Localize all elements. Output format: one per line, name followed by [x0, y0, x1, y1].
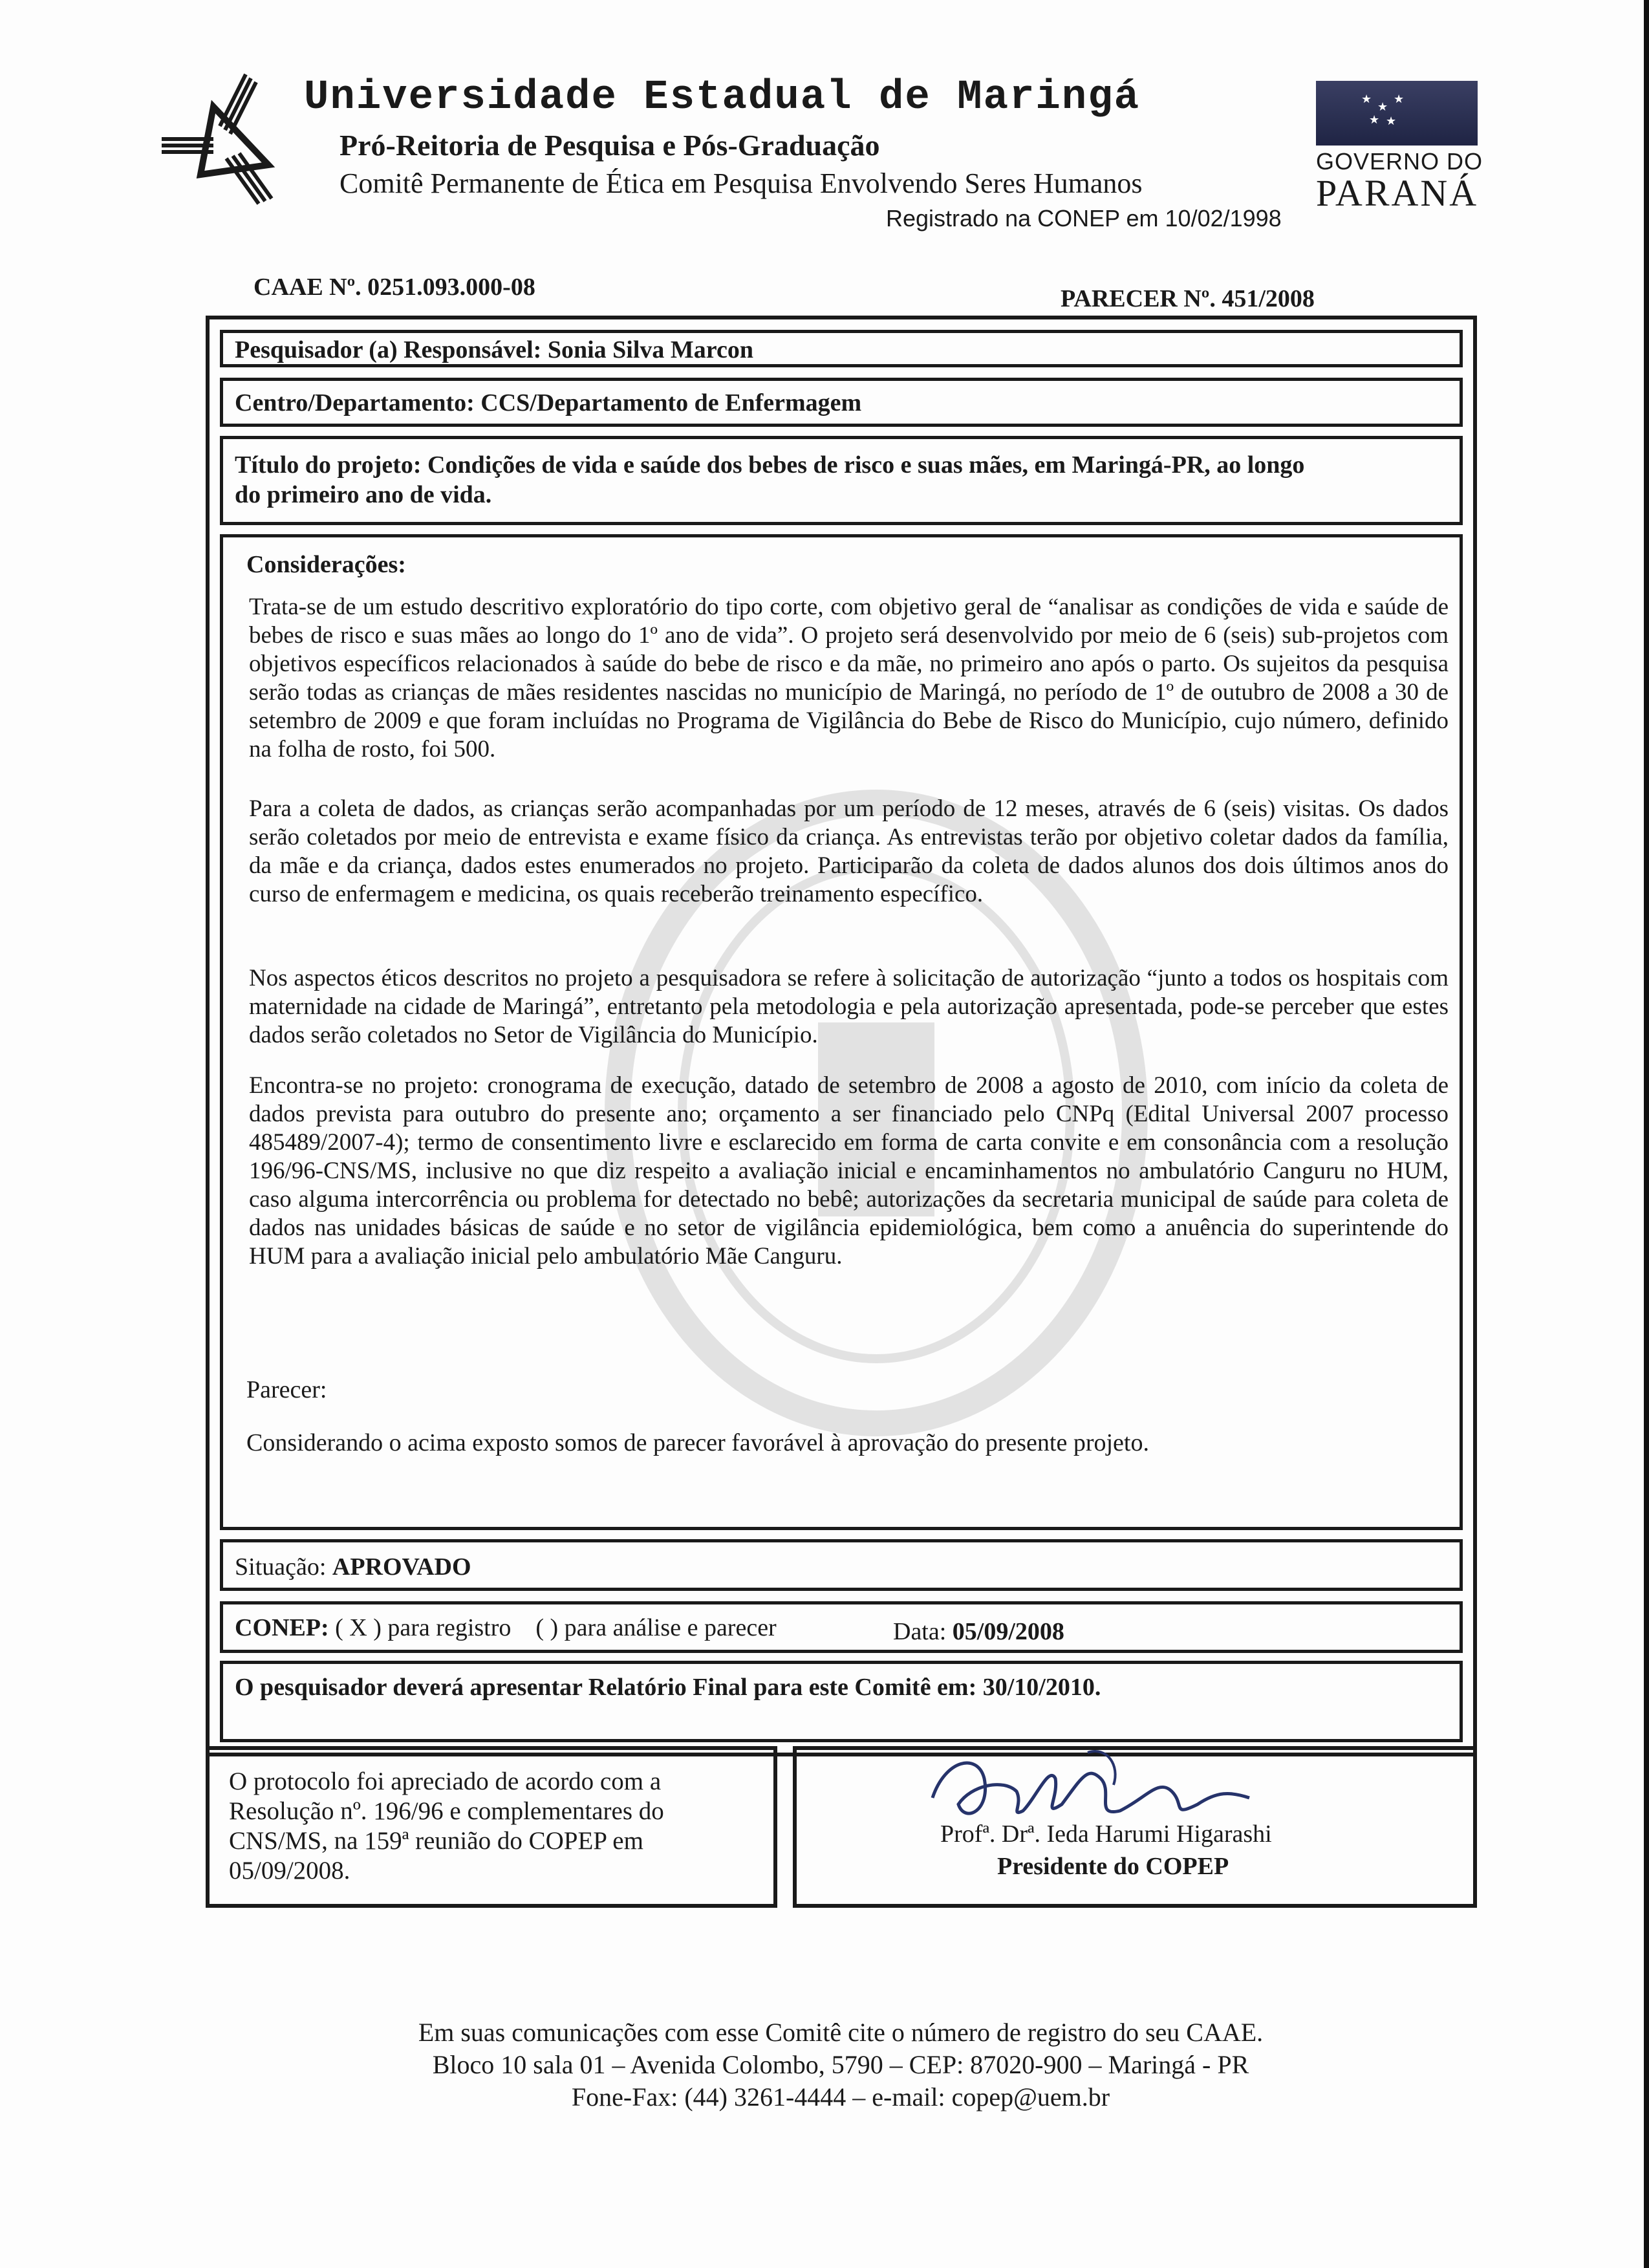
conep-option-analise: ( ) para análise e parecer [535, 1614, 777, 1641]
conep-date-label: Data: [893, 1618, 947, 1645]
paragraph-1: Trata-se de um estudo descritivo exploratório do tipo corte, com objetivo geral de “analisar as condições de vida e saúde de bebes de risco e suas mães ao longo do 1º ano de vida”. O projeto será desenvolvido por meio de 6 (seis) sub-projetos com objetivos específicos relacionados à saúde do bebe de risco e da mãe, no primeiro ano após o parto. Os sujeitos da pesquisa serão todas as crianças de mães residentes nascidas no município de Maringá, no período de 1º de outubro de 2008 a 30 de setembro de 2009 e que foram incluídas no Programa de Vigilância do Bebe de Risco do Município, cujo número, definido na folha de rosto, foi 500. [249, 594, 1449, 762]
footer [259, 2016, 1423, 2113]
project-title-line2: do primeiro ano de vida. [235, 481, 492, 508]
signature-box [793, 1746, 1477, 1908]
gov-line-2: PARANÁ [1316, 172, 1479, 214]
center-label: Centro/Departamento: [235, 389, 475, 416]
footer-line-1: Em suas comunicações com esse Comitê cite o número de registro do seu CAAE. [418, 2018, 1264, 2047]
scan-edge [1644, 0, 1649, 2268]
relatorio-row [220, 1661, 1463, 1742]
parecer-text: Considerando o acima exposto somos de parecer favorável à aprovação do presente projeto. [246, 1429, 1149, 1456]
gov-line-1: GOVERNO DO [1316, 148, 1483, 175]
researcher-label: Pesquisador (a) Responsável: [235, 336, 542, 363]
situacao-value: APROVADO [332, 1553, 471, 1581]
project-title-line1: Condições de vida e saúde dos bebes de risco e suas mães, em Maringá-PR, ao longo [427, 451, 1305, 479]
researcher-row [220, 330, 1463, 367]
conep-date-value: 05/09/2008 [952, 1618, 1064, 1645]
project-label: Título do projeto: [235, 451, 422, 479]
university-name: Universidade Estadual de Maringá [304, 74, 1140, 121]
paragraph-2: Para a coleta de dados, as crianças serão acompanhadas por um período de 12 meses, através de 6 (seis) visitas. Os dados serão coletados por meio de entrevista e exame físico da criança. As entrevistas terão por objetivo coletar dados da família, da mãe e da criança, dados estes enumerados no projeto. Participarão da coleta de dados alunos dos dois últimos anos do curso de enfermagem e medicina, os quais receberão treinamento específico. [249, 795, 1449, 907]
paragraph-4: Encontra-se no projeto: cronograma de execução, datado de setembro de 2008 a agosto de 2010, com início da coleta de dados prevista para outubro do presente ano; orçamento a ser financiado pelo CNPq (Edital Universal 2007 processo 485489/2007-4); termo de consentimento livre e esclarecido em forma de carta convite e em consonância com a resolução 196/96-CNS/MS, inclusive no que diz respeito a avaliação inicial e encaminhamentos no ambulatório Canguru no HUM, caso alguma intercorrência ou problema for detectado no bebê; autorizações da secretaria municipal de saúde para coleta de dados nas unidades básicas de saúde e no setor de vigilância epidemiológica, bem como a anuência do superintende do HUM para a avaliação inicial pelo ambulatório Mãe Canguru. [249, 1072, 1449, 1269]
relatorio-text: O pesquisador deverá apresentar Relatório Final para este Comitê em: 30/10/2010. [235, 1674, 1101, 1701]
situacao-label: Situação: [235, 1553, 327, 1581]
protocolo-box [206, 1746, 777, 1908]
conep-option-registro: ( X ) para registro [335, 1614, 512, 1641]
footer-line-3: Fone-Fax: (44) 3261-4444 – e-mail: copep@uem.br [571, 2082, 1110, 2111]
governo-parana-logo [1316, 81, 1483, 214]
signatory-name: Profª. Drª. Ieda Harumi Higarashi [940, 1820, 1272, 1848]
conep-row [220, 1601, 1463, 1653]
caae-number: CAAE Nº. 0251.093.000-08 [253, 274, 535, 301]
parecer-label: Parecer: [246, 1376, 327, 1403]
protocolo-line-3: CNS/MS, na 159ª reunião do COPEP em [229, 1827, 643, 1855]
uem-logo-icon [149, 68, 297, 210]
consideracoes-section [220, 534, 1463, 1530]
center-value: CCS/Departamento de Enfermagem [480, 389, 862, 416]
letterhead [149, 61, 1526, 230]
situacao-row [220, 1539, 1463, 1591]
form-frame [206, 316, 1477, 1756]
paragraph-3: Nos aspectos éticos descritos no projeto a pesquisadora se refere à solicitação de autorização “junto a todos os hospitais com maternidade na cidade de Maringá”, entretanto pela metodologia e pela autorização apresentada, pode-se perceber que estes dados serão coletados no Setor de Vigilância do Município. [249, 965, 1449, 1048]
protocolo-line-4: 05/09/2008. [229, 1857, 350, 1885]
protocolo-line-2: Resolução nº. 196/96 e complementares do [229, 1797, 664, 1825]
consideracoes-heading: Considerações: [246, 551, 406, 578]
protocolo-line-1: O protocolo foi apreciado de acordo com a [229, 1767, 662, 1795]
footer-line-2: Bloco 10 sala 01 – Avenida Colombo, 5790 – CEP: 87020-900 – Maringá - PR [432, 2050, 1249, 2079]
project-row [220, 436, 1463, 525]
researcher-value: Sonia Silva Marcon [547, 336, 753, 363]
parecer-number: PARECER Nº. 451/2008 [1061, 285, 1315, 312]
pro-reitoria: Pró-Reitoria de Pesquisa e Pós-Graduação [339, 129, 880, 162]
center-row [220, 378, 1463, 427]
conep-label: CONEP: [235, 1614, 329, 1641]
parana-flag-icon: ★ ★ ★ ★ ★ [1316, 81, 1478, 146]
conep-registration: Registrado na CONEP em 10/02/1998 [886, 205, 1282, 232]
signatory-title: Presidente do COPEP [997, 1853, 1229, 1880]
committee-name: Comitê Permanente de Ética em Pesquisa Envolvendo Seres Humanos [339, 167, 1143, 199]
